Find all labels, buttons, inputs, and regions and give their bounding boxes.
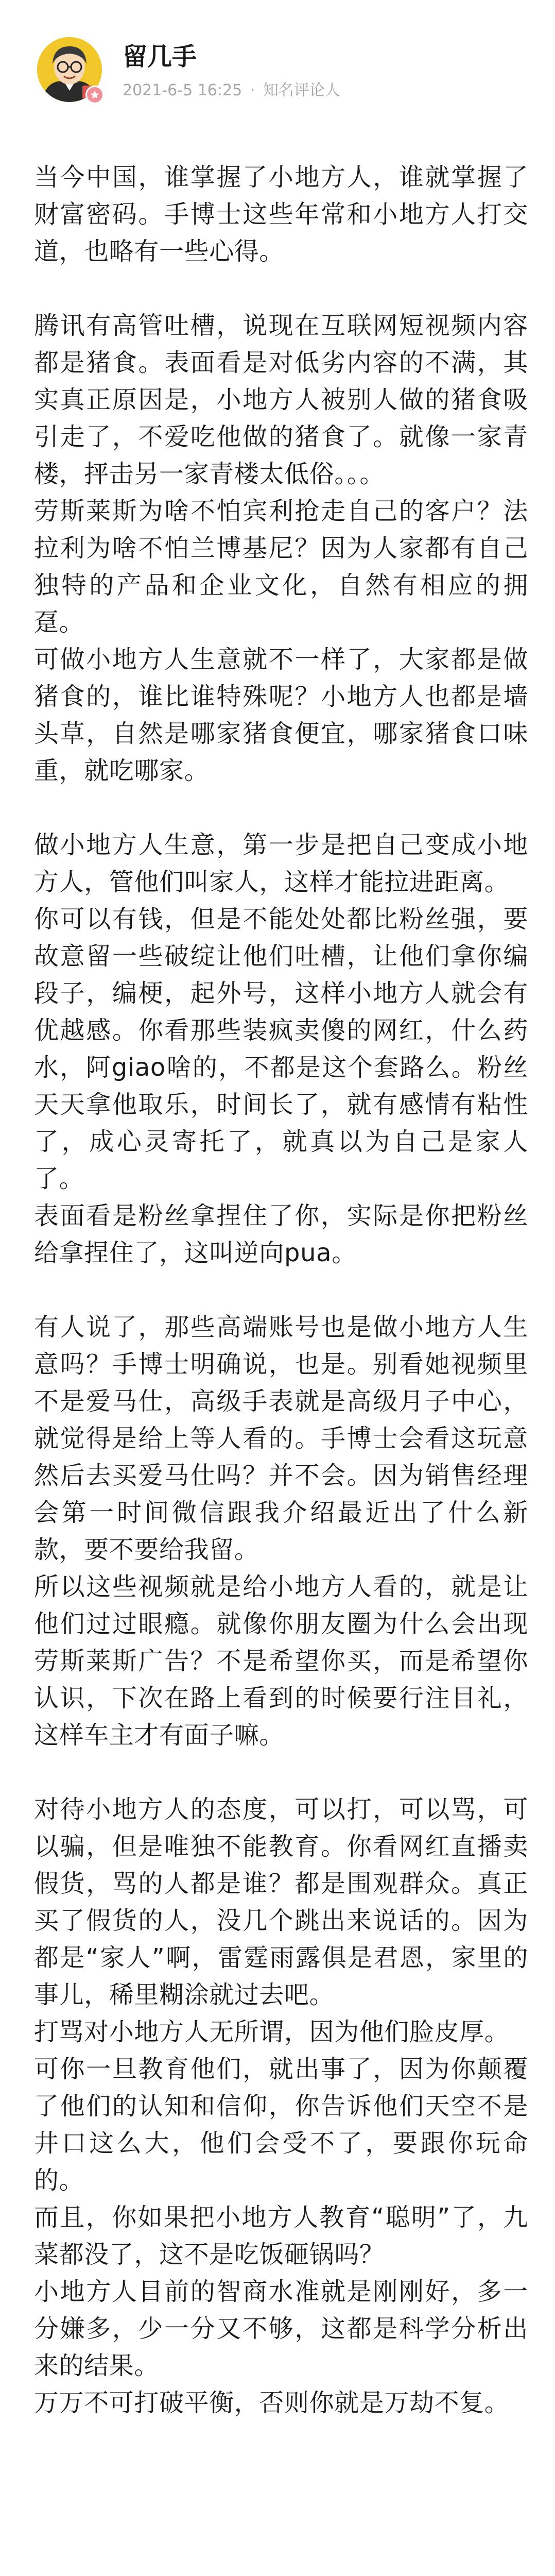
post-paragraph: 小地方人目前的智商水准就是刚刚好，多一分嫌多，少一分又不够，这都是科学分析出来的结果。 [34,2277,528,2380]
post-body [34,159,528,2421]
meta-separator: · [250,81,255,99]
post-paragraph: 可做小地方人生意就不一样了，大家都是做猪食的，谁比谁特殊呢？小地方人也都是墙头草，自然是哪家猪食便宜，哪家猪食口味重，就吃哪家。 [34,645,528,785]
verified-badge [85,86,104,104]
post-paragraph: 可你一旦教育他们，就出事了，因为你颠覆了他们的认知和信仰，你告诉他们天空不是井口这么大，他们会受不了，要跟你玩命的。 [34,2055,528,2195]
post-paragraph: 做小地方人生意，第一步是把自己变成小地方人，管他们叫家人，这样才能拉进距离。 [34,831,528,896]
post-paragraph: 你可以有钱，但是不能处处都比粉丝强，要故意留一些破绽让他们吐槽，让他们拿你编段子，编梗，起外号，这样小地方人就会有优越感。你看那些装疯卖傻的网红，什么药水，阿giao啥的，不都是这个套路么。粉丝天天拿他取乐，时间长了，就有感情有粘性了，成心灵寄托了，就真以为自己是家人了。 [34,905,528,1193]
paragraph-spacer [34,789,528,826]
post-paragraph: 腾讯有高管吐槽，说现在互联网短视频内容都是猪食。表面看是对低劣内容的不满，其实真正原因是，小地方人被别人做的猪食吸引走了，不爱吃他做的猪食了。就像一家青楼，抨击另一家青楼太低俗。。。 [34,311,528,488]
post-paragraph: 万万不可打破平衡，否则你就是万劫不复。 [34,2388,510,2417]
paragraph-spacer [34,1754,528,1791]
author-subtitle: 知名评论人 [263,81,340,99]
post-paragraph: 当今中国，谁掌握了小地方人，谁就掌握了财富密码。手博士这些年常和小地方人打交道，也略有一些心得。 [34,163,528,266]
author-name[interactable]: 留几手 [123,42,197,71]
post-paragraph: 有人说了，那些高端账号也是做小地方人生意吗？手博士明确说，也是。别看她视频里不是爱马仕，高级手表就是高级月子中心，就觉得是给上等人看的。手博士会看这玩意然后去买爱马仕吗？并不会。因为销售经理会第一时间微信跟我介绍最近出了什么新款，要不要给我留。 [34,1313,528,1564]
post-paragraph: 对待小地方人的态度，可以打，可以骂，可以骗，但是唯独不能教育。你看网红直播卖假货，骂的人都是谁？都是围观群众。真正买了假货的人，没几个跳出来说话的。因为都是“家人”啊，雷霆雨露俱是君恩，家里的事儿，稀里糊涂就过去吧。 [34,1795,528,2009]
paragraph-spacer [34,270,528,307]
post-paragraph: 表面看是粉丝拿捏住了你，实际是你把粉丝给拿捏住了，这叫逆向pua。 [34,1201,528,1267]
post-date: 2021-6-5 16:25 [123,81,242,99]
post-paragraph: 劳斯莱斯为啥不怕宾利抢走自己的客户？法拉利为啥不怕兰博基尼？因为人家都有自己独特的产品和企业文化，自然有相应的拥趸。 [34,497,528,637]
post-paragraph: 所以这些视频就是给小地方人看的，就是让他们过过眼瘾。就像你朋友圈为什么会出现劳斯莱斯广告？不是希望你买，而是希望你认识，下次在路上看到的时候要行注目礼，这样车主才有面子嘛。 [34,1572,528,1750]
post-paragraph: 打骂对小地方人无所谓，因为他们脸皮厚。 [34,2018,510,2046]
post-meta [123,81,340,100]
post-header [0,0,555,129]
post-paragraph: 而且，你如果把小地方人教育“聪明”了，九菜都没了，这不是吃饭砸锅吗？ [34,2203,528,2269]
paragraph-spacer [34,1272,528,1309]
verified-badge-icon [87,87,102,103]
